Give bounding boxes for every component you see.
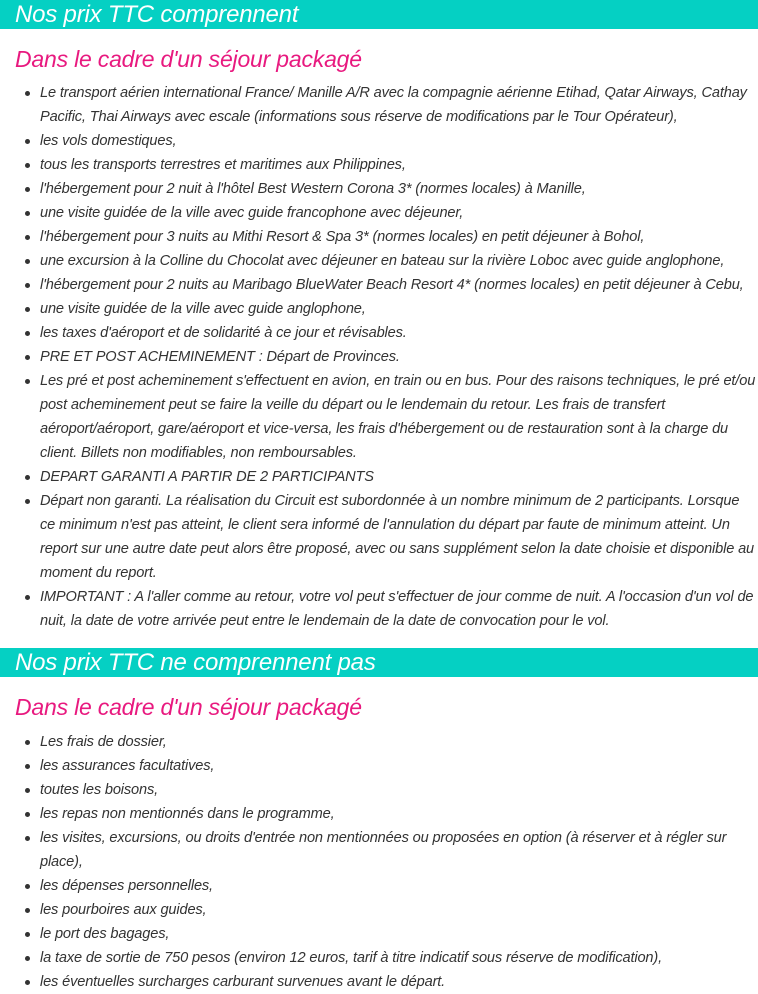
list-item: Les pré et post acheminement s'effectuent en avion, en train ou en bus. Pour des raisons techniques, le pré et/ou post acheminement peut se faire la veille du départ ou le lendemain du retour. Les frais de transfert aéroport/aéroport, gare/aéroport et vice-versa, les frais d'hébergement ou de restauration sont à la charge du client. Billets non modifiables, non remboursables. [40, 369, 758, 465]
not-included-heading: Nos prix TTC ne comprennent pas [15, 649, 376, 676]
included-header-band [0, 0, 758, 29]
list-item: les repas non mentionnés dans le programme, [40, 802, 758, 826]
list-item: les éventuelles surcharges carburant survenues avant le départ. [40, 970, 758, 994]
list-item: le port des bagages, [40, 922, 758, 946]
list-item: l'hébergement pour 3 nuits au Mithi Resort & Spa 3* (normes locales) en petit déjeuner à Bohol, [40, 225, 758, 249]
list-item: la taxe de sortie de 750 pesos (environ 12 euros, tarif à titre indicatif sous réserve de modification), [40, 946, 758, 970]
list-item: les assurances facultatives, [40, 754, 758, 778]
included-heading: Nos prix TTC comprennent [15, 1, 299, 28]
list-item: les dépenses personnelles, [40, 874, 758, 898]
not-included-header-band [0, 648, 758, 677]
list-item: les vols domestiques, [40, 129, 758, 153]
list-item: PRE ET POST ACHEMINEMENT : Départ de Provinces. [40, 345, 758, 369]
not-included-section [0, 648, 758, 994]
not-included-subheading: Dans le cadre d'un séjour packagé [15, 694, 362, 720]
list-item: Départ non garanti. La réalisation du Circuit est subordonnée à un nombre minimum de 2 participants. Lorsque ce minimum n'est pas atteint, le client sera informé de l'annulation du départ par faute de minimum atteint. Un report sur une autre date peut alors être proposé, avec ou sans supplément selon la date choisie et disponible au moment du report. [40, 489, 758, 585]
list-item: Les frais de dossier, [40, 730, 758, 754]
included-subheading: Dans le cadre d'un séjour packagé [15, 46, 362, 72]
list-item: les visites, excursions, ou droits d'entrée non mentionnées ou proposées en option (à réserver et à régler sur place), [40, 826, 758, 874]
list-item: l'hébergement pour 2 nuit à l'hôtel Best Western Corona 3* (normes locales) à Manille, [40, 177, 758, 201]
list-item: une visite guidée de la ville avec guide francophone avec déjeuner, [40, 201, 758, 225]
list-item: une visite guidée de la ville avec guide anglophone, [40, 297, 758, 321]
not-included-list [0, 730, 758, 994]
list-item: DEPART GARANTI A PARTIR DE 2 PARTICIPANTS [40, 465, 758, 489]
list-item: tous les transports terrestres et maritimes aux Philippines, [40, 153, 758, 177]
list-item: une excursion à la Colline du Chocolat avec déjeuner en bateau sur la rivière Loboc avec guide anglophone, [40, 249, 758, 273]
included-list [0, 81, 758, 633]
list-item: l'hébergement pour 2 nuits au Maribago BlueWater Beach Resort 4* (normes locales) en petit déjeuner à Cebu, [40, 273, 758, 297]
list-item: les pourboires aux guides, [40, 898, 758, 922]
list-item: Le transport aérien international France/ Manille A/R avec la compagnie aérienne Etihad, Qatar Airways, Cathay Pacific, Thai Airways avec escale (informations sous réserve de modifications par le Tour Opérateur), [40, 81, 758, 129]
list-item: toutes les boisons, [40, 778, 758, 802]
list-item: IMPORTANT : A l'aller comme au retour, votre vol peut s'effectuer de jour comme de nuit. A l'occasion d'un vol de nuit, la date de votre arrivée peut entre le lendemain de la date de convocation pour le vol. [40, 585, 758, 633]
list-item: les taxes d'aéroport et de solidarité à ce jour et révisables. [40, 321, 758, 345]
